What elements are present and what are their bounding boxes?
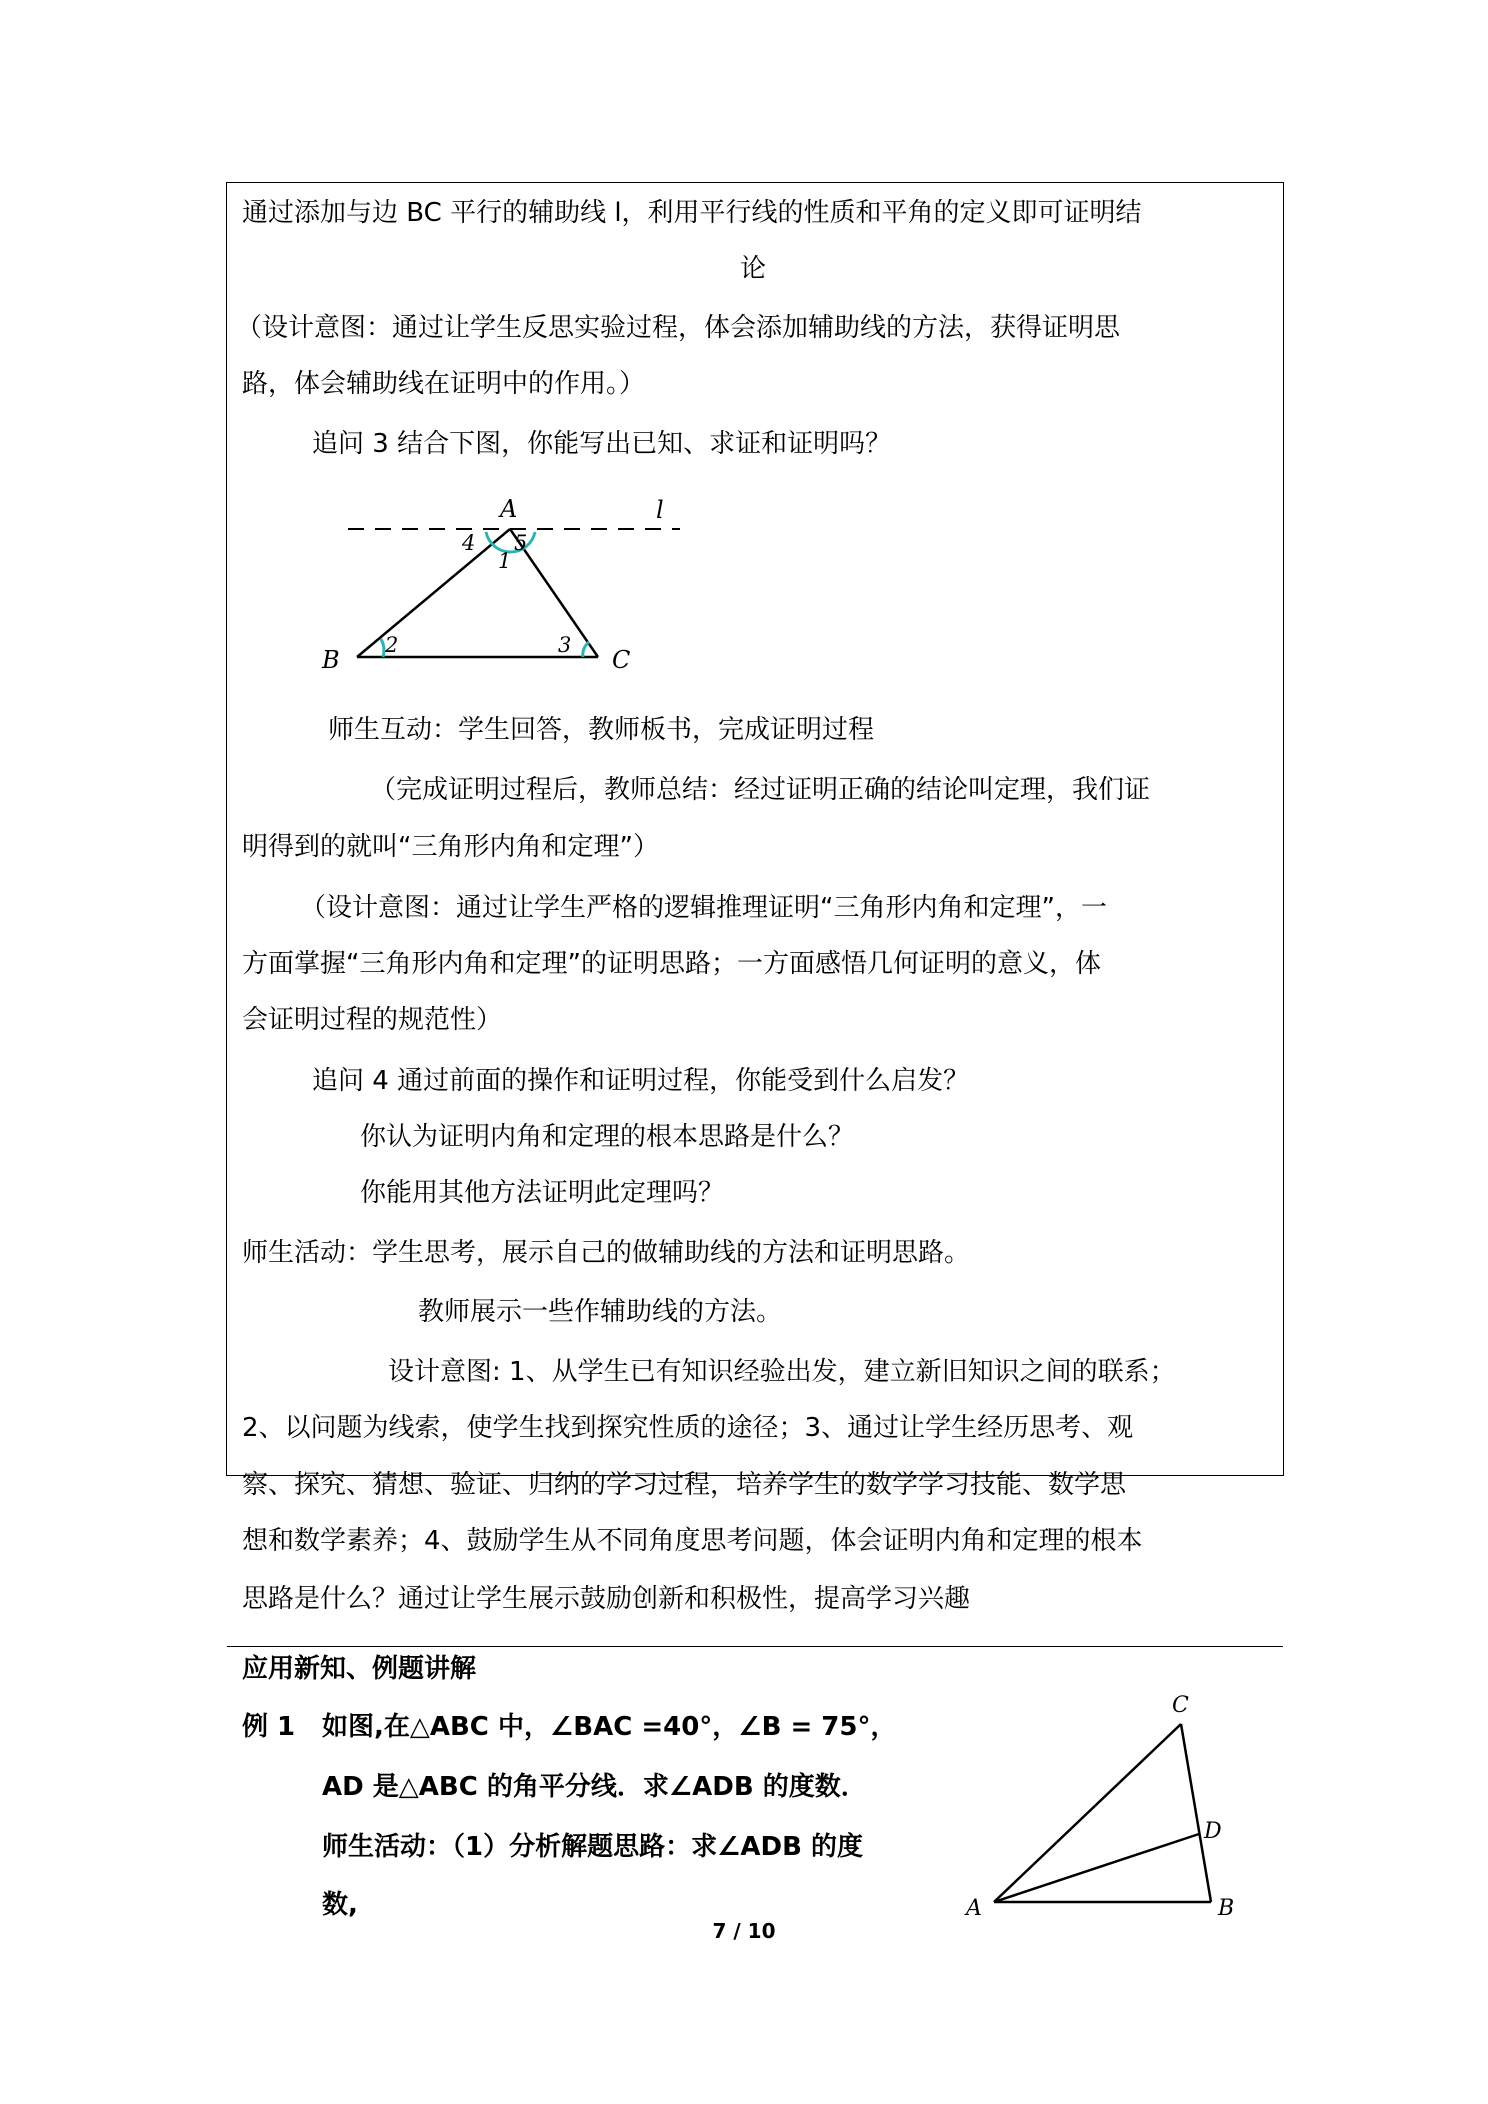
label-b: B xyxy=(322,646,340,674)
design-intent-3: 设计意图: 1、从学生已有知识经验出发，建立新旧知识之间的联系； xyxy=(388,1357,1176,1387)
label-angle-5: 5 xyxy=(514,531,528,555)
example-analysis: 师生活动：（1）分析解题思路：求∠ADB 的度 xyxy=(322,1832,863,1862)
follow-up-question-4: 追问 4 通过前面的操作和证明过程，你能受到什么启发？ xyxy=(312,1066,970,1096)
question-4a: 你认为证明内角和定理的根本思路是什么？ xyxy=(360,1122,855,1152)
follow-up-question-3: 追问 3 结合下图，你能写出已知、求证和证明吗？ xyxy=(312,429,892,459)
design-intent-2-cont: 方面掌握“三角形内角和定理”的证明思路；一方面感悟几何证明的意义，体 xyxy=(242,949,1101,979)
angle-arc-b xyxy=(381,639,384,657)
text-line: 论 xyxy=(740,254,767,284)
teacher-student-activity: 师生活动：学生思考，展示自己的做辅助线的方法和证明思路。 xyxy=(242,1238,971,1268)
design-intent-1-cont: 路，体会辅助线在证明中的作用。） xyxy=(242,369,646,399)
design-intent-3-cont: 思路是什么？通过让学生展示鼓励创新和积极性，提高学习兴趣 xyxy=(242,1584,971,1614)
design-intent-3-cont: 察、探究、猜想、验证、归纳的学习过程，培养学生的数学学习技能、数学思 xyxy=(242,1470,1127,1500)
label-angle-2: 2 xyxy=(385,633,399,657)
triangle-bisector-figure xyxy=(960,1690,1270,1940)
page-number: 7 / 10 xyxy=(712,1919,776,1943)
label-d: D xyxy=(1204,1819,1222,1844)
teacher-summary: （完成证明过程后，教师总结：经过证明正确的结论叫定理，我们证 xyxy=(370,775,1151,805)
triangle-parallel-line-figure xyxy=(300,490,700,675)
side-cb xyxy=(1181,1724,1211,1902)
label-l: l xyxy=(656,496,664,524)
bisector-ad xyxy=(994,1834,1199,1902)
label-c: C xyxy=(1172,1693,1189,1718)
label-a: A xyxy=(966,1896,982,1921)
design-intent-1: （设计意图：通过让学生反思实验过程，体会添加辅助线的方法，获得证明思 xyxy=(236,313,1121,343)
example-text-cont: AD 是△ABC 的角平分线．求∠ADB 的度数． xyxy=(322,1772,867,1802)
teacher-summary-cont: 明得到的就叫“三角形内角和定理”） xyxy=(242,832,659,862)
side-ac xyxy=(994,1724,1181,1902)
side-ab xyxy=(357,529,510,657)
label-angle-4: 4 xyxy=(462,531,476,555)
question-4b: 你能用其他方法证明此定理吗？ xyxy=(360,1178,725,1208)
label-angle-1: 1 xyxy=(498,549,512,573)
label-c: C xyxy=(612,646,631,674)
teacher-student-interaction: 师生互动：学生回答，教师板书，完成证明过程 xyxy=(328,715,875,745)
design-intent-2-cont: 会证明过程的规范性） xyxy=(242,1005,503,1035)
text-line: 通过添加与边 BC 平行的辅助线 l，利用平行线的性质和平角的定义即可证明结 xyxy=(242,198,1142,228)
design-intent-2: （设计意图：通过让学生严格的逻辑推理证明“三角形内角和定理”，一 xyxy=(300,893,1107,923)
row-divider xyxy=(227,1646,1283,1647)
label-a: A xyxy=(500,495,518,523)
label-angle-3: 3 xyxy=(558,633,572,657)
label-b: B xyxy=(1218,1896,1235,1921)
teacher-demonstration: 教师展示一些作辅助线的方法。 xyxy=(418,1297,783,1327)
section-heading: 应用新知、例题讲解 xyxy=(242,1654,477,1684)
design-intent-3-cont: 2、以问题为线索，使学生找到探究性质的途径；3、通过让学生经历思考、观 xyxy=(242,1413,1134,1443)
example-text: 如图,在△ABC 中，∠BAC =40°，∠B = 75°， xyxy=(322,1712,897,1742)
example-analysis-cont: 数, xyxy=(322,1890,358,1920)
angle-arc-c xyxy=(583,642,589,657)
example-label: 例 1 xyxy=(242,1712,296,1742)
design-intent-3-cont: 想和数学素养；4、鼓励学生从不同角度思考问题，体会证明内角和定理的根本 xyxy=(242,1526,1143,1556)
